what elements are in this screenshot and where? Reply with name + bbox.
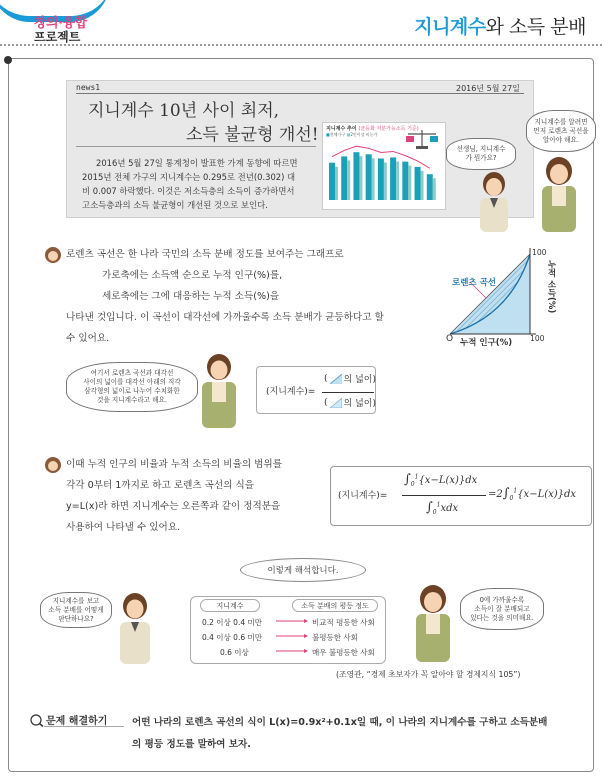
interpret-range: 0.2 이상 0.4 미만 bbox=[202, 618, 262, 627]
page-title-rest: 와 소득 분배 bbox=[485, 16, 586, 38]
frame-dot bbox=[4, 56, 12, 64]
integral-text: 사용하여 나타낼 수 있어요. bbox=[66, 522, 181, 533]
lorenz-origin: O bbox=[446, 334, 454, 344]
news-rule bbox=[76, 93, 524, 94]
formula2-rhs-eq: =2 bbox=[488, 489, 503, 500]
lorenz-text: 세로축에는 그에 대응하는 누적 소득(%)을 bbox=[102, 291, 280, 302]
formula1-open-1: ( bbox=[324, 373, 328, 384]
integral-text: 이때 누적 인구의 비율과 누적 소득의 비율의 범위를 bbox=[66, 459, 282, 470]
news-chart-bar bbox=[378, 159, 384, 201]
problem-label-underline bbox=[44, 726, 124, 727]
integral-text: 각각 0부터 1까지로 하고 로렌츠 곡선의 식을 bbox=[66, 480, 255, 491]
formula2-lhs: (지니계수)= bbox=[338, 491, 388, 501]
interpret-col1-tag: 지니계수 bbox=[200, 599, 260, 612]
news-body-line: 2015년 전체 가구의 지니계수는 0.295로 전년(0.302) 대 bbox=[82, 172, 296, 182]
formula2-num-text: {x−L(x)}dx bbox=[418, 475, 478, 486]
formula1-numerator bbox=[324, 372, 376, 385]
teacher-speech-bubble-3: 0에 가까울수록 소득이 잘 분배되고 있다는 것을 의미해요. bbox=[460, 588, 544, 630]
news-body-line: 고소득층과의 소득 불균형이 개선된 것으로 보인다. bbox=[82, 200, 268, 210]
lorenz-x-label: 누적 인구(%) bbox=[460, 338, 513, 348]
interpret-arrows bbox=[272, 616, 308, 662]
interpret-range: 0.4 이상 0.6 미만 bbox=[202, 633, 262, 642]
news-headline-2: 소득 불균형 개선! bbox=[186, 125, 319, 145]
news-chart-bar bbox=[427, 174, 433, 200]
lorenz-x-max: 100 bbox=[530, 334, 545, 343]
corner-label-top: 창의·융합 bbox=[34, 16, 87, 31]
triangle-area-icon bbox=[330, 398, 342, 408]
legend-1: 전체가구 bbox=[329, 132, 346, 137]
news-chart-legend: ■전체가구 ■2인이상 비농가 bbox=[326, 132, 378, 137]
formula2-fraction-bar bbox=[402, 495, 486, 496]
problem-text-line1: 어떤 나라의 로렌츠 곡선의 식이 L(x)=0.9x²+0.1x일 때, 이 나라의 지니계수를 구하고 소득분배 bbox=[132, 717, 548, 728]
teacher-avatar-icon bbox=[44, 246, 62, 264]
teacher-avatar-icon bbox=[44, 456, 62, 474]
integral-text: y=L(x)라 하면 지니계수는 오른쪽과 같이 정적분을 bbox=[66, 501, 281, 512]
news-body-line: 비 0.007 하락했다. 이것은 저소득층의 소득이 증가하면서 bbox=[82, 186, 295, 196]
interpret-meaning: 비교적 평등한 사회 bbox=[312, 618, 375, 627]
news-chart-bar-secondary bbox=[359, 156, 362, 200]
page-title bbox=[414, 12, 586, 39]
news-chart-title-text: 지니계수 추이 bbox=[326, 126, 357, 132]
lorenz-text: 수 있어요. bbox=[66, 333, 110, 344]
problem-label: 문제 해결하기 bbox=[46, 716, 108, 727]
interpret-heading-bubble: 이렇게 해석합니다. bbox=[240, 558, 366, 582]
news-chart-bar bbox=[341, 156, 347, 200]
news-chart-bar bbox=[415, 167, 421, 200]
lorenz-y-max: 100 bbox=[532, 248, 547, 257]
news-chart-bar-secondary bbox=[433, 178, 436, 200]
formula1-den-text: 의 넓이) bbox=[343, 399, 376, 409]
problem-icon bbox=[30, 713, 44, 727]
formula1-open-2: ( bbox=[324, 397, 328, 408]
formula2-rhs-tail: {x−L(x)}dx bbox=[517, 489, 577, 500]
teacher-speech-bubble-1: 지니계수를 알려면 먼저 로렌츠 곡선을 알아야 해요. bbox=[526, 110, 596, 152]
news-headline-1: 지니계수 10년 사이 최저, bbox=[88, 101, 280, 121]
news-headline-rule bbox=[76, 146, 316, 147]
news-body-line: 2016년 5월 27일 통계청이 발표한 가계 동향에 따르면 bbox=[96, 158, 298, 168]
formula1-num-text: 의 넓이) bbox=[343, 375, 376, 385]
formula1-fraction-bar bbox=[322, 392, 374, 393]
lorenz-text: 나타낸 것입니다. 이 곡선이 대각선에 가까울수록 소득 분배가 균등하다고 할 bbox=[66, 312, 384, 323]
scale-icon bbox=[404, 128, 440, 150]
news-label: news1 bbox=[76, 83, 101, 92]
formula1-denominator bbox=[324, 396, 376, 409]
student-figure-1 bbox=[474, 170, 514, 236]
news-chart-bar-secondary bbox=[421, 171, 424, 200]
news-chart-bar-secondary bbox=[335, 167, 338, 200]
news-chart-bar bbox=[353, 152, 359, 200]
hatched-area-icon bbox=[330, 374, 342, 384]
news-chart-bar-secondary bbox=[384, 163, 387, 201]
formula2-numerator: $\int_0^1\{x-L(x)\}dx$ bbox=[404, 472, 478, 488]
news-chart-subtitle: (균등화 처분가능소득 기준) bbox=[358, 126, 419, 132]
news-chart-bar-secondary bbox=[347, 160, 350, 200]
formula2-den-text: xdx bbox=[440, 503, 459, 514]
teacher-figure-2 bbox=[196, 352, 242, 430]
news-chart-bar bbox=[390, 157, 396, 200]
news-date: 2016년 5월 27일 bbox=[456, 84, 520, 93]
lorenz-text: 가로축에는 소득액 순으로 누적 인구(%)를, bbox=[102, 270, 283, 281]
interpret-range: 0.6 이상 bbox=[220, 648, 249, 657]
student-speech-bubble-1: 선생님, 지니계수 가 뭔가요? bbox=[446, 138, 516, 170]
interpret-col2-tag: 소득 분배의 평등 정도 bbox=[292, 599, 378, 612]
problem-text-line2: 의 평등 정도를 말하여 보자. bbox=[132, 739, 251, 750]
interpret-meaning: 매우 불평등한 사회 bbox=[312, 648, 375, 657]
student-speech-bubble-2: 지니계수를 보고 소득 분배를 어떻게 판단하나요? bbox=[40, 592, 112, 628]
interpret-meaning: 불평등한 사회 bbox=[312, 633, 358, 642]
page-title-highlight: 지니계수 bbox=[414, 16, 486, 38]
news-chart-bar-secondary bbox=[396, 161, 399, 200]
title-divider bbox=[0, 44, 602, 46]
news-chart-bar bbox=[366, 154, 372, 200]
formula1-lhs: (지니계수)= bbox=[266, 387, 316, 397]
news-chart-bar bbox=[402, 162, 408, 200]
news-chart-bar-secondary bbox=[372, 158, 375, 200]
news-chart-bar-secondary bbox=[408, 166, 411, 200]
news-chart-bar bbox=[329, 163, 335, 200]
lorenz-curve-label: 로렌츠 곡선 bbox=[452, 278, 497, 288]
lorenz-y-label: 누적 소득(%) bbox=[546, 260, 556, 314]
corner-label-bottom: 프로젝트 bbox=[34, 30, 81, 44]
formula2-denominator: $\int_0^1xdx$ bbox=[426, 500, 459, 516]
student-figure-2 bbox=[112, 592, 158, 668]
formula2-rhs: $=2\int_0^1\{x-L(x)\}dx$ bbox=[488, 486, 577, 502]
lorenz-text: 로렌츠 곡선은 한 나라 국민의 소득 분배 정도를 보여주는 그래프로 bbox=[66, 249, 344, 260]
teacher-speech-bubble-2: 여기서 로렌츠 곡선과 대각선 사이의 넓이를 대각선 아래의 직각 삼각형의 넓이로 나누어 수치화한 것을 지니계수라고 해요. bbox=[66, 362, 198, 412]
teacher-figure-3 bbox=[408, 584, 458, 666]
source-citation: (조영관, “경제 초보자가 꼭 알아야 할 경제지식 105”) bbox=[336, 670, 521, 679]
legend-2: 2인이상 비농가 bbox=[350, 132, 378, 137]
teacher-figure-1 bbox=[534, 156, 584, 236]
